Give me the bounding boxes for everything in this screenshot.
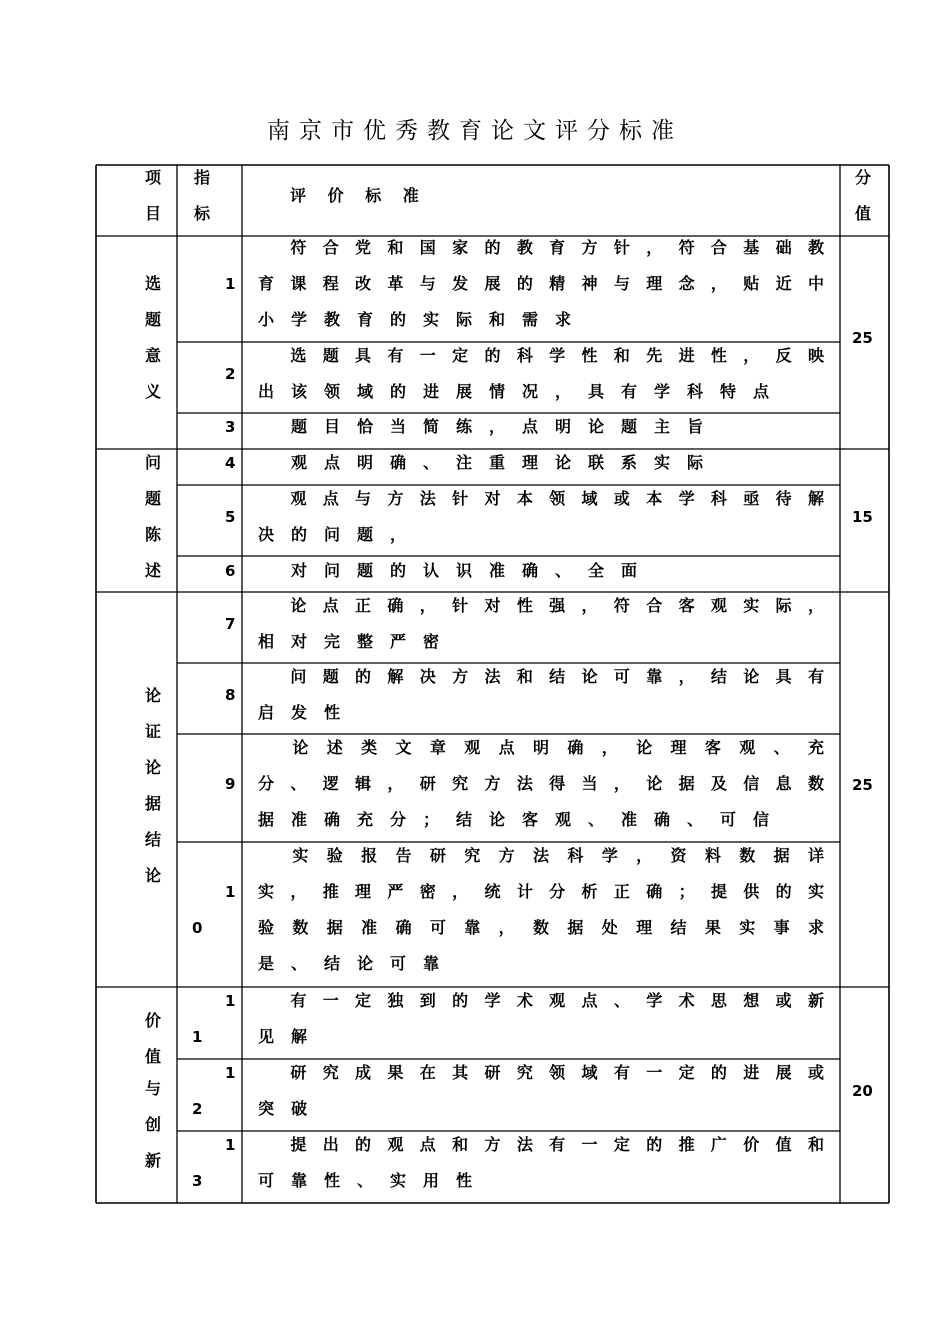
page-title: 南京市优秀教育论文评分标准 bbox=[267, 118, 683, 144]
row-criteria bbox=[258, 659, 828, 731]
row-criteria bbox=[258, 481, 828, 553]
section-1-name-char: 义 bbox=[144, 382, 161, 401]
row-criteria bbox=[258, 445, 828, 481]
row-index-digit: 1 bbox=[192, 1028, 203, 1046]
criteria-line: 可靠性、实用性 bbox=[258, 1171, 490, 1190]
section-2-name-char: 陈 bbox=[144, 525, 161, 544]
section-3-score: 25 bbox=[852, 776, 873, 794]
section-2-name-char: 述 bbox=[144, 561, 161, 580]
row-index-digit: 3 bbox=[192, 1172, 203, 1190]
criteria-line: 有一定独到的学术观点、学术思想或新 bbox=[258, 991, 828, 1010]
criteria-line: 见解 bbox=[258, 1027, 325, 1046]
row-index-digit: 0 bbox=[192, 919, 203, 937]
criteria-line: 验数据准确可靠，数据处理结果实事求 bbox=[258, 918, 828, 937]
section-4-name-char: 价 bbox=[144, 1011, 161, 1030]
row-criteria bbox=[258, 553, 828, 589]
row-index: 5 bbox=[225, 508, 236, 526]
criteria-line: 是、结论可靠 bbox=[258, 954, 457, 973]
row-index-digit: 1 bbox=[225, 883, 236, 901]
criteria-line: 论点正确，针对性强，符合客观实际， bbox=[258, 596, 828, 615]
section-3-name-char: 据 bbox=[144, 794, 161, 813]
criteria-line: 育课程改革与发展的精神与理念，贴近中 bbox=[258, 274, 828, 293]
row-criteria bbox=[258, 230, 828, 338]
row-criteria bbox=[258, 838, 828, 982]
criteria-line: 小学教育的实际和需求 bbox=[258, 310, 589, 329]
row-index-digit: 2 bbox=[192, 1100, 203, 1118]
section-4-name-char: 创 bbox=[144, 1115, 161, 1134]
row-index: 6 bbox=[225, 562, 236, 580]
criteria-line: 研究成果在其研究领域有一定的进展或 bbox=[258, 1063, 828, 1082]
criteria-line: 提出的观点和方法有一定的推广价值和 bbox=[258, 1135, 828, 1154]
criteria-line: 论述类文章观点明确，论理客观、充 bbox=[258, 738, 828, 757]
section-3-name-char: 论 bbox=[144, 758, 161, 777]
section-4-name-char: 与 bbox=[144, 1079, 161, 1098]
criteria-line: 题目恰当简练，点明论题主旨 bbox=[258, 417, 721, 436]
criteria-line: 符合党和国家的教育方针，符合基础教 bbox=[258, 238, 828, 257]
row-index: 2 bbox=[225, 365, 236, 383]
section-1-name-char: 选 bbox=[144, 274, 161, 293]
header-score-char-1: 分 bbox=[855, 168, 872, 187]
row-index: 3 bbox=[225, 418, 236, 436]
row-criteria bbox=[258, 409, 828, 445]
criteria-line: 选题具有一定的科学性和先进性，反映 bbox=[258, 346, 828, 365]
section-3-name-char: 证 bbox=[144, 722, 161, 741]
row-index-digit: 1 bbox=[225, 992, 236, 1010]
section-2-name-char: 题 bbox=[144, 489, 161, 508]
criteria-line: 观点与方法针对本领域或本学科亟待解 bbox=[258, 489, 828, 508]
header-item-char-1: 项 bbox=[145, 168, 162, 187]
section-3-name-char: 论 bbox=[144, 686, 161, 705]
section-3-name-char: 论 bbox=[144, 866, 161, 885]
header-item-char-2: 目 bbox=[145, 204, 162, 223]
criteria-line: 决的问题， bbox=[258, 525, 424, 544]
row-index: 1 bbox=[225, 275, 236, 293]
criteria-line: 分、逻辑，研究方法得当，论据及信息数 bbox=[258, 774, 828, 793]
row-criteria bbox=[258, 983, 828, 1055]
criteria-line: 观点明确、注重理论联系实际 bbox=[258, 453, 721, 472]
section-4-name-char: 新 bbox=[144, 1151, 161, 1170]
row-criteria bbox=[258, 588, 828, 660]
row-index: 8 bbox=[225, 686, 236, 704]
section-1-name-char: 意 bbox=[144, 346, 161, 365]
row-criteria bbox=[258, 338, 828, 410]
header-index-char-1: 指 bbox=[194, 168, 211, 187]
criteria-line: 实验报告研究方法科学，资料数据详 bbox=[258, 846, 828, 865]
row-index: 4 bbox=[225, 454, 236, 472]
row-criteria bbox=[258, 730, 828, 838]
section-2-score: 15 bbox=[852, 508, 873, 526]
header-score-char-2: 值 bbox=[855, 204, 872, 223]
row-index-digit: 1 bbox=[225, 1136, 236, 1154]
section-1-name-char: 题 bbox=[144, 310, 161, 329]
criteria-line: 出该领域的进展情况，具有学科特点 bbox=[258, 382, 787, 401]
criteria-line: 相对完整严密 bbox=[258, 632, 457, 651]
row-criteria bbox=[258, 1055, 828, 1127]
row-index: 9 bbox=[225, 775, 236, 793]
criteria-line: 启发性 bbox=[258, 703, 358, 722]
header-criteria: 评 价 标 准 bbox=[290, 186, 427, 205]
section-1-score: 25 bbox=[852, 329, 873, 347]
criteria-line: 对问题的认识准确、全面 bbox=[258, 561, 655, 580]
section-4-name-char: 值 bbox=[144, 1047, 161, 1066]
section-2-name-char: 问 bbox=[144, 453, 161, 472]
row-index-digit: 1 bbox=[225, 1064, 236, 1082]
row-index: 7 bbox=[225, 615, 236, 633]
section-3-name-char: 结 bbox=[144, 830, 161, 849]
criteria-line: 突破 bbox=[258, 1099, 325, 1118]
criteria-line: 实，推理严密，统计分析正确；提供的实 bbox=[258, 882, 828, 901]
criteria-line: 据准确充分；结论客观、准确、可信 bbox=[258, 810, 787, 829]
header-index-char-2: 标 bbox=[194, 204, 211, 223]
criteria-line: 问题的解决方法和结论可靠，结论具有 bbox=[258, 667, 828, 686]
row-criteria bbox=[258, 1127, 828, 1199]
section-4-score: 20 bbox=[852, 1082, 873, 1100]
